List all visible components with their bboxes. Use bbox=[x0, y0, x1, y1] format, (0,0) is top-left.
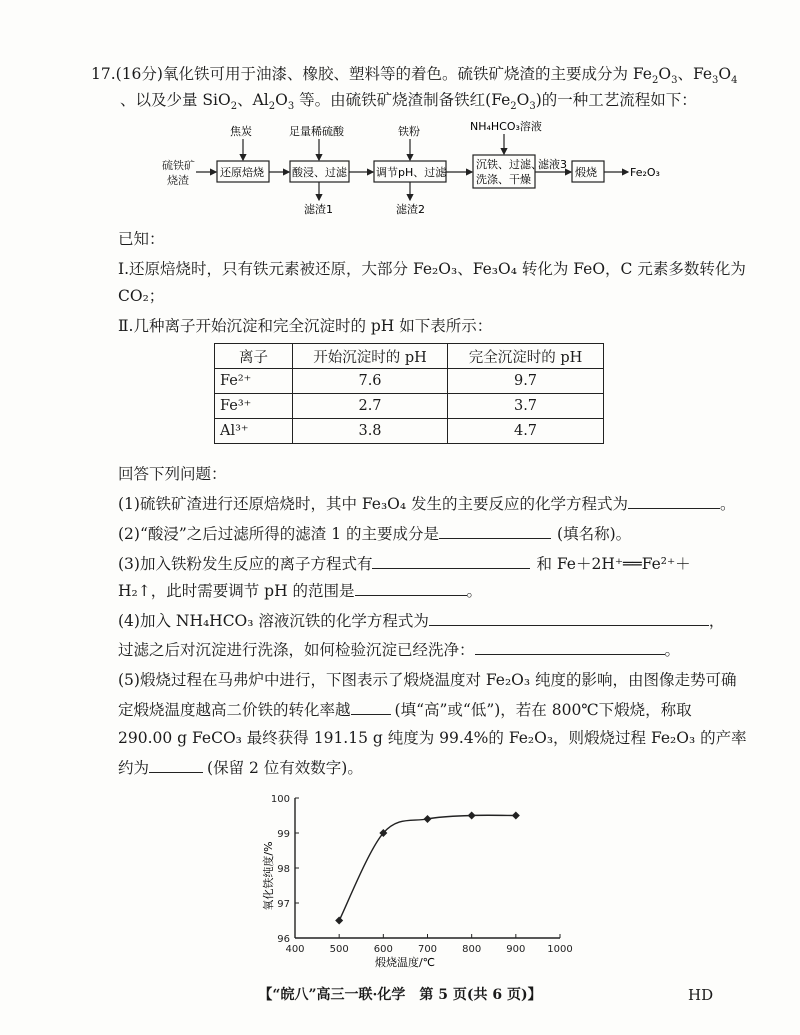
input-nh4hco3: NH₄HCO₃溶液 bbox=[470, 120, 542, 133]
y-tick-label: 99 bbox=[277, 829, 290, 840]
input-iron-powder: 铁粉 bbox=[398, 125, 420, 138]
question-4-line1: (4)加入 NH₄HCO₃ 溶液沉铁的化学方程式为 ， bbox=[118, 612, 725, 630]
end-ph-cell: 4.7 bbox=[448, 419, 604, 444]
question-5-line2: 定煅烧温度越高二价铁的转化率越 (填“高”或“低”)，若在 800℃下煅烧，称取 bbox=[118, 701, 692, 719]
answer-blank-q5-high-low[interactable] bbox=[351, 700, 391, 715]
output-residue-2: 滤渣2 bbox=[396, 203, 425, 216]
header-end-ph: 完全沉淀时的 pH bbox=[448, 344, 604, 369]
end-ph-cell: 9.7 bbox=[448, 369, 604, 394]
header-start-ph: 开始沉淀时的 pH bbox=[293, 344, 448, 369]
question-5-line4: 约为 (保留 2 位有效数字)。 bbox=[118, 759, 363, 777]
x-tick-label: 700 bbox=[417, 944, 438, 955]
table-row bbox=[215, 394, 604, 419]
x-tick-label: 400 bbox=[285, 944, 305, 955]
step-precipitate-iron-line1: 沉铁、过滤、 bbox=[476, 158, 542, 171]
step-reduction-roasting: 还原焙烧 bbox=[220, 166, 264, 179]
step-precipitate-iron-line2: 洗涤、干燥 bbox=[476, 173, 531, 186]
known-i-line1: Ⅰ.还原焙烧时，只有铁元素被还原，大部分 Fe₂O₃、Fe₃O₄ 转化为 FeO，C 元素多数转化为 bbox=[118, 260, 746, 278]
raw-material-label-1: 硫铁矿 bbox=[162, 159, 195, 172]
filtrate-3-label: 滤液3 bbox=[538, 158, 567, 171]
start-ph-cell: 2.7 bbox=[293, 394, 448, 419]
intro-text-a: 17.(16分)氧化铁可用于油漆、橡胶、塑料等的着色。硫铁矿烧渣的主要成分为 Fe bbox=[91, 65, 652, 83]
input-coke: 焦炭 bbox=[230, 125, 252, 138]
answer-blank-q3-equation[interactable] bbox=[372, 554, 530, 569]
x-tick-label: 800 bbox=[462, 944, 482, 955]
answer-blank-q4-equation[interactable] bbox=[429, 611, 709, 626]
known-title: 已知： bbox=[118, 230, 165, 248]
question-5-line1: (5)煅烧过程在马弗炉中进行，下图表示了煅烧温度对 Fe₂O₃ 纯度的影响，由图像走势可确 bbox=[118, 671, 737, 689]
question-3-line1: (3)加入铁粉发生反应的离子方程式有 和 Fe＋2H⁺══Fe²⁺＋ bbox=[118, 555, 691, 573]
questions-intro: 回答下列问题： bbox=[118, 465, 227, 483]
question-5-line3: 290.00 g FeCO₃ 最终获得 191.15 g 纯度为 99.4%的 Fe₂O₃，则煅烧过程 Fe₂O₃ 的产率 bbox=[118, 729, 747, 747]
question-1: (1)硫铁矿渣进行还原焙烧时，其中 Fe₃O₄ 发生的主要反应的化学方程式为 。 bbox=[118, 495, 736, 513]
product-label: Fe₂O₃ bbox=[630, 166, 660, 179]
data-point bbox=[512, 812, 520, 820]
y-tick-label: 97 bbox=[277, 899, 290, 910]
answer-blank-q3-ph-range[interactable] bbox=[355, 581, 467, 596]
step-calcination: 煅烧 bbox=[575, 166, 597, 179]
data-point bbox=[468, 812, 476, 820]
step-adjust-ph: 调节pH、过滤 bbox=[376, 166, 447, 179]
data-point bbox=[424, 815, 432, 823]
question-3-line2: H₂↑，此时需要调节 pH 的范围是 。 bbox=[118, 582, 483, 600]
question-4-line2: 过滤之后对沉淀进行洗涤，如何检验沉淀已经洗净： 。 bbox=[118, 641, 681, 659]
answer-blank-q2[interactable] bbox=[439, 524, 551, 539]
purity-curve bbox=[339, 815, 516, 920]
x-tick-label: 500 bbox=[329, 944, 349, 955]
y-axis-label: 氧化铁纯度/% bbox=[262, 841, 275, 911]
process-flow-diagram bbox=[0, 118, 800, 218]
table-row bbox=[215, 369, 604, 394]
y-tick-label: 100 bbox=[270, 794, 290, 805]
step-acid-leach: 酸浸、过滤 bbox=[292, 166, 347, 179]
end-ph-cell: 3.7 bbox=[448, 394, 604, 419]
answer-blank-q5-yield[interactable] bbox=[149, 758, 203, 773]
question-2: (2)“酸浸”之后过滤所得的滤渣 1 的主要成分是 (填名称)。 bbox=[118, 525, 632, 543]
data-point bbox=[335, 917, 343, 925]
ion-ph-table bbox=[214, 343, 604, 444]
start-ph-cell: 3.8 bbox=[293, 419, 448, 444]
input-dilute-acid: 足量稀硫酸 bbox=[289, 125, 344, 138]
ion-cell: Fe³⁺ bbox=[215, 394, 293, 419]
purity-temperature-chart bbox=[250, 788, 580, 968]
ion-cell: Al³⁺ bbox=[215, 419, 293, 444]
output-residue-1: 滤渣1 bbox=[304, 203, 333, 216]
ion-cell: Fe²⁺ bbox=[215, 369, 293, 394]
y-tick-label: 96 bbox=[277, 934, 290, 945]
answer-blank-q1[interactable] bbox=[628, 494, 720, 509]
footer-code: HD bbox=[688, 986, 714, 1004]
table-header-row bbox=[215, 344, 604, 369]
question-intro-line2: 、以及少量 SiO$_2$、$Al_2O_3$ 等。由硫铁矿烧渣制备铁红$(Fe_2O_3)$的一种工艺流程如下： bbox=[120, 91, 697, 113]
question-intro-line1: 17.(16分)氧化铁可用于油漆、橡胶、塑料等的着色。硫铁矿烧渣的主要成分为 $Fe_2O_3$、$Fe_3O_4$ bbox=[91, 65, 738, 87]
y-tick-label: 98 bbox=[277, 864, 290, 875]
table-row bbox=[215, 419, 604, 444]
x-tick-label: 1000 bbox=[547, 944, 573, 955]
x-tick-label: 900 bbox=[506, 944, 526, 955]
x-tick-label: 600 bbox=[373, 944, 393, 955]
page-footer: 【“皖八”高三一联·化学 第 5 页(共 6 页)】 bbox=[258, 987, 542, 1003]
start-ph-cell: 7.6 bbox=[293, 369, 448, 394]
known-i-line2: CO₂； bbox=[118, 287, 165, 305]
answer-blank-q4-washing[interactable] bbox=[475, 640, 665, 655]
raw-material-label-2: 烧渣 bbox=[167, 174, 189, 187]
known-ii: Ⅱ.几种离子开始沉淀和完全沉淀时的 pH 如下表所示： bbox=[118, 317, 493, 335]
x-axis-label: 煅烧温度/℃ bbox=[374, 956, 436, 968]
header-ion: 离子 bbox=[215, 344, 293, 369]
